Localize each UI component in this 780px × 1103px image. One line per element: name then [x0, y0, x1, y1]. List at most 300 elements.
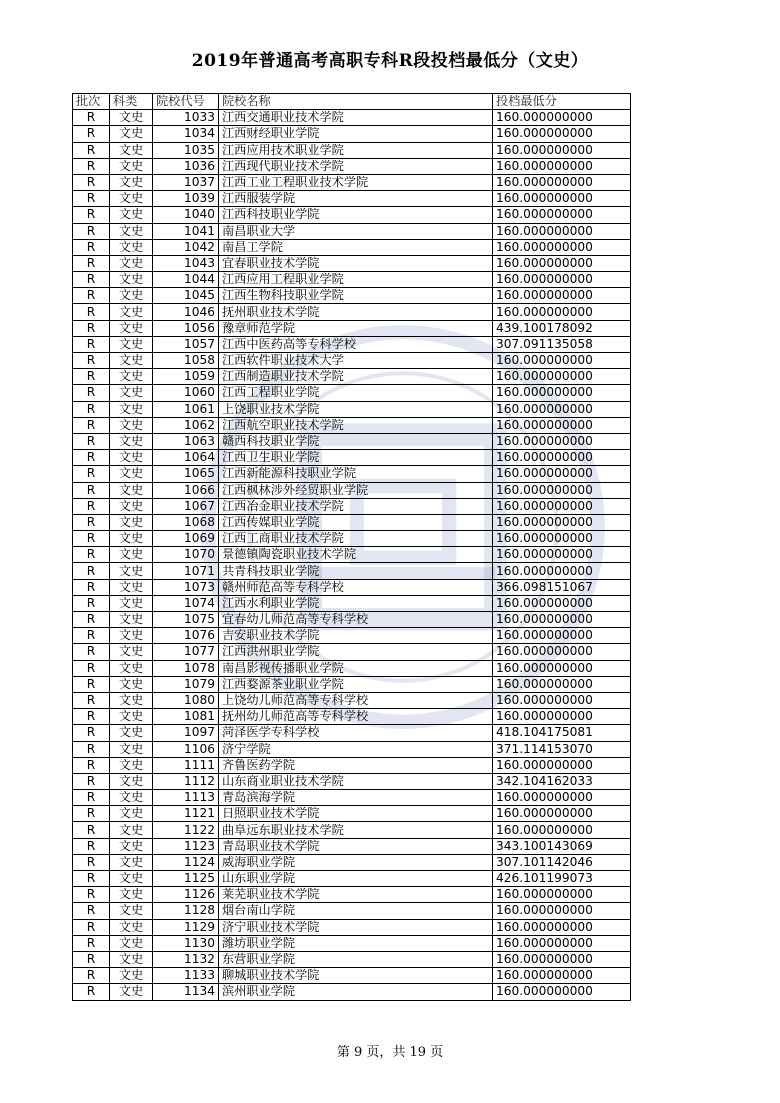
cell-school-code: 1033 [153, 110, 219, 126]
cell-school-code: 1134 [153, 984, 219, 1000]
cell-school-code: 1123 [153, 838, 219, 854]
table-row [73, 676, 631, 692]
cell-batch: R [73, 709, 110, 725]
cell-category: 文史 [110, 984, 153, 1000]
cell-category: 文史 [110, 191, 153, 207]
cell-batch: R [73, 887, 110, 903]
cell-category: 文史 [110, 174, 153, 190]
cell-batch: R [73, 304, 110, 320]
cell-school-code: 1130 [153, 935, 219, 951]
cell-school-code: 1077 [153, 644, 219, 660]
table-row [73, 612, 631, 628]
cell-school-code: 1044 [153, 272, 219, 288]
cell-batch: R [73, 984, 110, 1000]
cell-min-score: 439.100178092 [493, 320, 631, 336]
cell-min-score: 160.000000000 [493, 919, 631, 935]
cell-min-score: 371.114153070 [493, 741, 631, 757]
cell-min-score: 366.098151067 [493, 579, 631, 595]
cell-school-code: 1045 [153, 288, 219, 304]
cell-category: 文史 [110, 968, 153, 984]
cell-category: 文史 [110, 110, 153, 126]
table-row [73, 854, 631, 870]
table-row [73, 968, 631, 984]
cell-min-score: 160.000000000 [493, 191, 631, 207]
cell-batch: R [73, 401, 110, 417]
cell-batch: R [73, 126, 110, 142]
cell-school-name: 曲阜远东职业技术学院 [219, 822, 493, 838]
cell-category: 文史 [110, 806, 153, 822]
cell-school-code: 1080 [153, 692, 219, 708]
cell-category: 文史 [110, 547, 153, 563]
cell-category: 文史 [110, 401, 153, 417]
page-title: 2019年普通高考高职专科R段投档最低分（文史） [191, 51, 589, 71]
cell-category: 文史 [110, 320, 153, 336]
cell-school-code: 1042 [153, 239, 219, 255]
cell-school-name: 宜春职业技术学院 [219, 255, 493, 271]
cell-school-name: 江西工商职业技术学院 [219, 531, 493, 547]
cell-batch: R [73, 110, 110, 126]
cell-category: 文史 [110, 433, 153, 449]
cell-batch: R [73, 369, 110, 385]
cell-batch: R [73, 547, 110, 563]
cell-min-score: 160.000000000 [493, 304, 631, 320]
cell-min-score: 160.000000000 [493, 968, 631, 984]
cell-school-name: 江西现代职业技术学院 [219, 158, 493, 174]
cell-batch: R [73, 433, 110, 449]
cell-batch: R [73, 450, 110, 466]
cell-batch: R [73, 741, 110, 757]
cell-school-code: 1043 [153, 255, 219, 271]
cell-category: 文史 [110, 239, 153, 255]
table-row [73, 272, 631, 288]
cell-min-score: 160.000000000 [493, 450, 631, 466]
cell-school-code: 1041 [153, 223, 219, 239]
cell-batch: R [73, 773, 110, 789]
table-row [73, 806, 631, 822]
table-row [73, 466, 631, 482]
cell-category: 文史 [110, 579, 153, 595]
cell-school-code: 1078 [153, 660, 219, 676]
cell-school-code: 1060 [153, 385, 219, 401]
cell-category: 文史 [110, 725, 153, 741]
cell-batch: R [73, 353, 110, 369]
cell-min-score: 160.000000000 [493, 709, 631, 725]
cell-school-name: 青岛滨海学院 [219, 790, 493, 806]
cell-category: 文史 [110, 660, 153, 676]
cell-category: 文史 [110, 741, 153, 757]
cell-school-name: 江西水利职业学院 [219, 595, 493, 611]
cell-batch: R [73, 320, 110, 336]
table-row [73, 773, 631, 789]
table-row [73, 951, 631, 967]
cell-min-score: 160.000000000 [493, 482, 631, 498]
cell-school-name: 江西新能源科技职业学院 [219, 466, 493, 482]
cell-batch: R [73, 191, 110, 207]
cell-school-name: 抚州职业技术学院 [219, 304, 493, 320]
cell-min-score: 160.000000000 [493, 514, 631, 530]
cell-category: 文史 [110, 385, 153, 401]
cell-school-code: 1071 [153, 563, 219, 579]
cell-category: 文史 [110, 935, 153, 951]
cell-batch: R [73, 385, 110, 401]
cell-school-code: 1125 [153, 871, 219, 887]
cell-category: 文史 [110, 919, 153, 935]
cell-school-name: 江西科技职业学院 [219, 207, 493, 223]
cell-category: 文史 [110, 709, 153, 725]
cell-batch: R [73, 417, 110, 433]
cell-min-score: 160.000000000 [493, 110, 631, 126]
cell-school-name: 齐鲁医药学院 [219, 757, 493, 773]
cell-school-code: 1068 [153, 514, 219, 530]
cell-batch: R [73, 660, 110, 676]
cell-min-score: 342.104162033 [493, 773, 631, 789]
table-row [73, 304, 631, 320]
cell-min-score: 160.000000000 [493, 385, 631, 401]
cell-school-code: 1126 [153, 887, 219, 903]
cell-min-score: 160.000000000 [493, 757, 631, 773]
cell-school-name: 山东职业学院 [219, 871, 493, 887]
cell-school-name: 赣州师范高等专科学校 [219, 579, 493, 595]
cell-school-code: 1070 [153, 547, 219, 563]
cell-category: 文史 [110, 336, 153, 352]
cell-min-score: 160.000000000 [493, 498, 631, 514]
cell-school-code: 1097 [153, 725, 219, 741]
cell-category: 文史 [110, 498, 153, 514]
cell-min-score: 418.104175081 [493, 725, 631, 741]
cell-min-score: 160.000000000 [493, 401, 631, 417]
cell-category: 文史 [110, 288, 153, 304]
cell-school-code: 1132 [153, 951, 219, 967]
cell-category: 文史 [110, 207, 153, 223]
cell-school-code: 1133 [153, 968, 219, 984]
cell-school-name: 江西洪州职业学院 [219, 644, 493, 660]
cell-min-score: 160.000000000 [493, 806, 631, 822]
cell-school-code: 1106 [153, 741, 219, 757]
table-row [73, 417, 631, 433]
table-row [73, 385, 631, 401]
table-row [73, 369, 631, 385]
cell-school-code: 1122 [153, 822, 219, 838]
cell-category: 文史 [110, 126, 153, 142]
table-row [73, 126, 631, 142]
table-row [73, 142, 631, 158]
cell-school-code: 1061 [153, 401, 219, 417]
cell-batch: R [73, 514, 110, 530]
cell-batch: R [73, 790, 110, 806]
table-row [73, 450, 631, 466]
cell-school-code: 1075 [153, 612, 219, 628]
cell-category: 文史 [110, 757, 153, 773]
cell-min-score: 160.000000000 [493, 417, 631, 433]
cell-batch: R [73, 466, 110, 482]
cell-school-code: 1065 [153, 466, 219, 482]
table-row [73, 838, 631, 854]
cell-school-code: 1035 [153, 142, 219, 158]
cell-school-name: 莱芜职业技术学院 [219, 887, 493, 903]
table-row [73, 725, 631, 741]
table-row [73, 919, 631, 935]
table-row [73, 871, 631, 887]
table-row [73, 223, 631, 239]
cell-min-score: 160.000000000 [493, 903, 631, 919]
cell-school-code: 1056 [153, 320, 219, 336]
cell-school-code: 1124 [153, 854, 219, 870]
cell-category: 文史 [110, 223, 153, 239]
cell-min-score: 160.000000000 [493, 692, 631, 708]
cell-batch: R [73, 223, 110, 239]
score-table [72, 93, 631, 1001]
cell-school-name: 江西冶金职业技术学院 [219, 498, 493, 514]
cell-school-name: 济宁职业技术学院 [219, 919, 493, 935]
cell-category: 文史 [110, 466, 153, 482]
table-row [73, 255, 631, 271]
cell-school-name: 共青科技职业学院 [219, 563, 493, 579]
table-row [73, 563, 631, 579]
cell-school-code: 1057 [153, 336, 219, 352]
cell-min-score: 160.000000000 [493, 628, 631, 644]
cell-school-code: 1064 [153, 450, 219, 466]
cell-category: 文史 [110, 692, 153, 708]
cell-category: 文史 [110, 903, 153, 919]
cell-category: 文史 [110, 272, 153, 288]
cell-category: 文史 [110, 369, 153, 385]
cell-school-name: 江西应用技术职业学院 [219, 142, 493, 158]
cell-min-score: 160.000000000 [493, 272, 631, 288]
cell-school-code: 1081 [153, 709, 219, 725]
cell-batch: R [73, 336, 110, 352]
cell-school-name: 菏泽医学专科学校 [219, 725, 493, 741]
cell-min-score: 160.000000000 [493, 255, 631, 271]
cell-category: 文史 [110, 514, 153, 530]
cell-category: 文史 [110, 790, 153, 806]
cell-school-name: 聊城职业技术学院 [219, 968, 493, 984]
table-row [73, 401, 631, 417]
table-row [73, 547, 631, 563]
cell-batch: R [73, 482, 110, 498]
table-row [73, 741, 631, 757]
table-row [73, 822, 631, 838]
cell-min-score: 160.000000000 [493, 790, 631, 806]
table-row [73, 790, 631, 806]
table-row [73, 353, 631, 369]
table-row [73, 191, 631, 207]
cell-batch: R [73, 142, 110, 158]
cell-batch: R [73, 207, 110, 223]
cell-school-name: 东营职业学院 [219, 951, 493, 967]
cell-category: 文史 [110, 353, 153, 369]
cell-min-score: 160.000000000 [493, 433, 631, 449]
cell-min-score: 160.000000000 [493, 951, 631, 967]
table-row [73, 660, 631, 676]
cell-batch: R [73, 854, 110, 870]
cell-school-code: 1066 [153, 482, 219, 498]
cell-school-name: 江西航空职业技术学院 [219, 417, 493, 433]
cell-school-name: 上饶职业技术学院 [219, 401, 493, 417]
cell-category: 文史 [110, 871, 153, 887]
cell-batch: R [73, 595, 110, 611]
table-row [73, 514, 631, 530]
cell-school-name: 江西卫生职业学院 [219, 450, 493, 466]
page-footer: 第 9 页，共 19 页 [336, 1045, 444, 1060]
cell-min-score: 160.000000000 [493, 239, 631, 255]
header-category: 科类 [110, 94, 153, 110]
table-row [73, 984, 631, 1000]
cell-school-name: 景德镇陶瓷职业技术学院 [219, 547, 493, 563]
cell-min-score: 160.000000000 [493, 223, 631, 239]
cell-school-name: 宜春幼儿师范高等专科学校 [219, 612, 493, 628]
cell-category: 文史 [110, 304, 153, 320]
cell-category: 文史 [110, 482, 153, 498]
cell-min-score: 160.000000000 [493, 531, 631, 547]
cell-category: 文史 [110, 951, 153, 967]
cell-min-score: 160.000000000 [493, 563, 631, 579]
cell-batch: R [73, 644, 110, 660]
cell-category: 文史 [110, 158, 153, 174]
cell-min-score: 160.000000000 [493, 984, 631, 1000]
cell-batch: R [73, 563, 110, 579]
cell-school-name: 江西婺源茶业职业学院 [219, 676, 493, 692]
cell-school-code: 1073 [153, 579, 219, 595]
header-school-name: 院校名称 [219, 94, 493, 110]
cell-school-code: 1074 [153, 595, 219, 611]
cell-school-name: 抚州幼儿师范高等专科学校 [219, 709, 493, 725]
cell-school-code: 1058 [153, 353, 219, 369]
cell-min-score: 160.000000000 [493, 126, 631, 142]
cell-category: 文史 [110, 838, 153, 854]
cell-min-score: 160.000000000 [493, 353, 631, 369]
cell-school-code: 1112 [153, 773, 219, 789]
cell-min-score: 343.100143069 [493, 838, 631, 854]
cell-batch: R [73, 628, 110, 644]
cell-school-code: 1040 [153, 207, 219, 223]
table-row [73, 579, 631, 595]
cell-min-score: 160.000000000 [493, 595, 631, 611]
cell-school-name: 烟台南山学院 [219, 903, 493, 919]
table-row [73, 433, 631, 449]
cell-min-score: 160.000000000 [493, 466, 631, 482]
table-row [73, 320, 631, 336]
header-school-code: 院校代号 [153, 94, 219, 110]
cell-school-name: 滨州职业学院 [219, 984, 493, 1000]
cell-batch: R [73, 903, 110, 919]
cell-school-name: 江西传媒职业学院 [219, 514, 493, 530]
cell-min-score: 160.000000000 [493, 288, 631, 304]
cell-min-score: 307.091135058 [493, 336, 631, 352]
header-batch: 批次 [73, 94, 110, 110]
table-row [73, 709, 631, 725]
cell-category: 文史 [110, 255, 153, 271]
cell-school-name: 江西软件职业技术大学 [219, 353, 493, 369]
cell-school-code: 1079 [153, 676, 219, 692]
table-row [73, 935, 631, 951]
cell-batch: R [73, 838, 110, 854]
header-min-score: 投档最低分 [493, 94, 631, 110]
cell-school-code: 1069 [153, 531, 219, 547]
table-row [73, 531, 631, 547]
table-row [73, 288, 631, 304]
cell-school-name: 南昌影视传播职业学院 [219, 660, 493, 676]
cell-batch: R [73, 951, 110, 967]
cell-school-name: 吉安职业技术学院 [219, 628, 493, 644]
cell-category: 文史 [110, 595, 153, 611]
table-row [73, 692, 631, 708]
cell-min-score: 160.000000000 [493, 644, 631, 660]
cell-school-code: 1059 [153, 369, 219, 385]
cell-min-score: 160.000000000 [493, 174, 631, 190]
cell-school-name: 江西枫林涉外经贸职业学院 [219, 482, 493, 498]
cell-school-name: 济宁学院 [219, 741, 493, 757]
cell-school-name: 江西工业工程职业技术学院 [219, 174, 493, 190]
cell-batch: R [73, 158, 110, 174]
cell-school-code: 1128 [153, 903, 219, 919]
cell-category: 文史 [110, 854, 153, 870]
cell-school-name: 日照职业技术学院 [219, 806, 493, 822]
cell-min-score: 160.000000000 [493, 660, 631, 676]
table-row [73, 498, 631, 514]
cell-batch: R [73, 498, 110, 514]
cell-school-name: 赣西科技职业学院 [219, 433, 493, 449]
cell-category: 文史 [110, 887, 153, 903]
cell-school-name: 豫章师范学院 [219, 320, 493, 336]
cell-school-code: 1046 [153, 304, 219, 320]
cell-school-name: 江西应用工程职业学院 [219, 272, 493, 288]
cell-min-score: 160.000000000 [493, 935, 631, 951]
cell-school-code: 1113 [153, 790, 219, 806]
cell-school-code: 1121 [153, 806, 219, 822]
cell-batch: R [73, 757, 110, 773]
cell-min-score: 160.000000000 [493, 142, 631, 158]
table-row [73, 887, 631, 903]
table-row [73, 110, 631, 126]
table-row [73, 207, 631, 223]
cell-school-code: 1034 [153, 126, 219, 142]
cell-category: 文史 [110, 450, 153, 466]
table-row [73, 644, 631, 660]
cell-school-code: 1037 [153, 174, 219, 190]
cell-category: 文史 [110, 563, 153, 579]
cell-batch: R [73, 174, 110, 190]
cell-category: 文史 [110, 644, 153, 660]
cell-category: 文史 [110, 417, 153, 433]
cell-batch: R [73, 822, 110, 838]
table-row [73, 158, 631, 174]
cell-batch: R [73, 676, 110, 692]
table-row [73, 482, 631, 498]
cell-min-score: 160.000000000 [493, 676, 631, 692]
cell-category: 文史 [110, 612, 153, 628]
cell-batch: R [73, 919, 110, 935]
cell-school-code: 1063 [153, 433, 219, 449]
cell-min-score: 160.000000000 [493, 612, 631, 628]
cell-category: 文史 [110, 628, 153, 644]
cell-school-name: 江西生物科技职业学院 [219, 288, 493, 304]
cell-batch: R [73, 531, 110, 547]
cell-school-name: 江西中医药高等专科学校 [219, 336, 493, 352]
cell-batch: R [73, 612, 110, 628]
cell-school-name: 江西财经职业学院 [219, 126, 493, 142]
cell-category: 文史 [110, 773, 153, 789]
cell-min-score: 160.000000000 [493, 822, 631, 838]
cell-batch: R [73, 968, 110, 984]
cell-school-name: 江西工程职业学院 [219, 385, 493, 401]
cell-school-name: 上饶幼儿师范高等专科学校 [219, 692, 493, 708]
cell-category: 文史 [110, 531, 153, 547]
cell-min-score: 307.101142046 [493, 854, 631, 870]
table-row [73, 239, 631, 255]
cell-batch: R [73, 579, 110, 595]
cell-school-code: 1129 [153, 919, 219, 935]
cell-batch: R [73, 239, 110, 255]
